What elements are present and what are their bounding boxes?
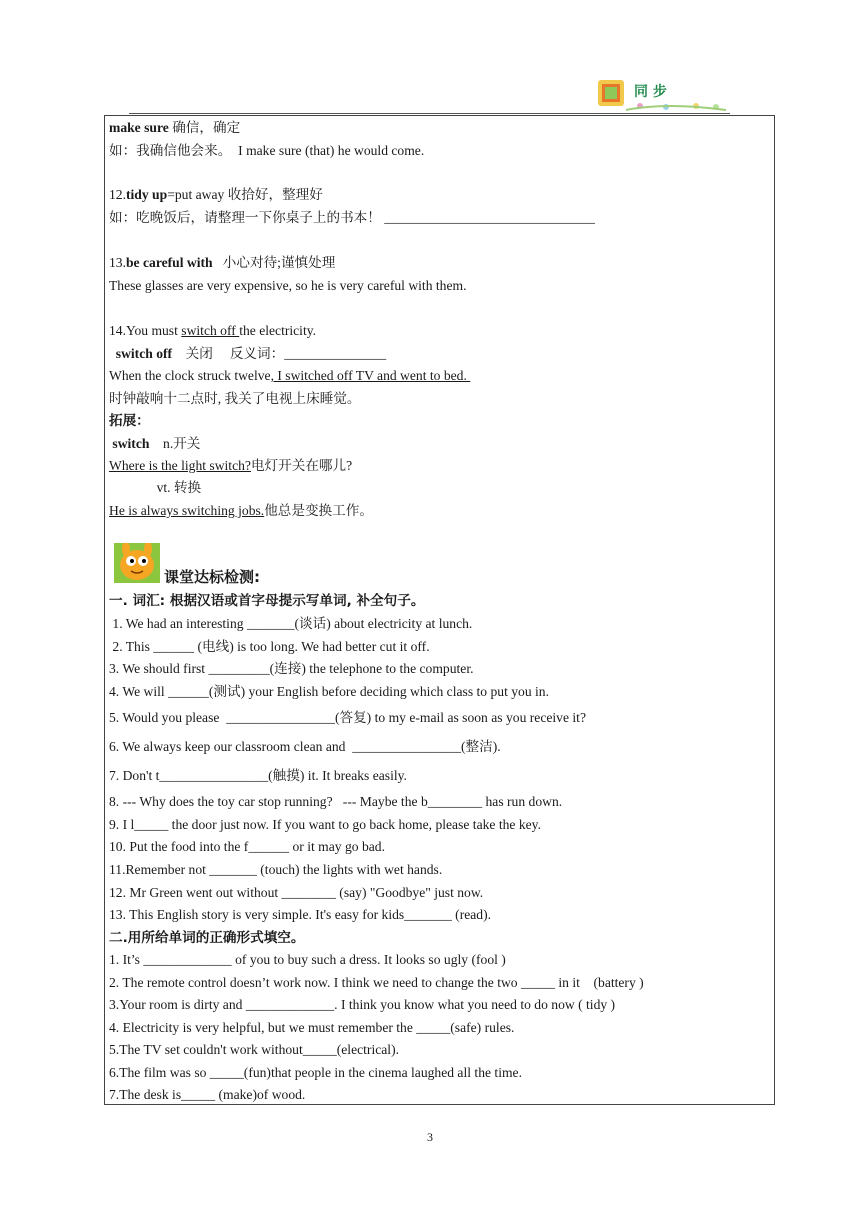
text-line [109,254,335,271]
text-line [109,209,595,226]
text-segment: 13. This English story is very simple. It's easy for kids_______ (read). [109,907,492,922]
text-line [109,838,385,855]
text-segment: 5.The TV set couldn't work without_____(electrical). [109,1042,399,1057]
text-line [109,345,386,362]
text-line [109,435,200,452]
text-segment: 6. We always keep our classroom clean and ________________(整洁). [109,739,501,754]
svg-text:同 步: 同 步 [634,84,667,100]
text-line [109,1064,522,1081]
section-title: 课堂达标检测: [164,568,260,586]
text-segment: 如：吃晚饭后，请整理一下你桌子上的书本！ _______________________________ [109,210,595,225]
text-segment: tidy up [126,187,168,202]
text-line [109,119,240,136]
text-segment: 2. This ______ (电线) is too long. We had better cut it off. [109,639,430,654]
text-segment: switch off [115,346,173,361]
text-segment: 拓展： [109,413,150,428]
text-line [109,367,470,384]
text-segment: 一. 词汇: 根据汉语或首字母提示写单词, 补全句子。 [109,593,425,609]
text-segment: 如：我确信他会来。 I make sure (that) he would come. [109,143,425,158]
text-segment: These glasses are very expensive, so he is very careful with them. [109,278,467,293]
text-line [109,502,373,519]
text-line [109,929,304,947]
text-segment: 11.Remember not _______ (touch) the lights with wet hands. [109,862,443,877]
text-line [109,1041,399,1058]
text-segment: 12. [109,187,126,202]
text-segment: switch [112,436,150,451]
text-line [109,816,541,833]
text-segment: vt. 转换 [109,480,202,495]
text-segment: 8. --- Why does the toy car stop running? --- Maybe the b________ has run down. [109,794,563,809]
text-segment: Where is the light switch? [109,458,251,473]
text-line [109,738,501,755]
text-segment: 关闭 反义词：_______________ [172,346,387,361]
text-segment: 14.You must [109,323,182,338]
text-line [109,683,549,700]
text-segment: 3. We should first _________(连接) the telephone to the computer. [109,661,474,676]
text-segment: 3.Your room is dirty and _____________. I think you know what you need to do now ( tidy ) [109,997,616,1012]
text-segment: 他总是变换工作。 [264,503,373,518]
page-number: 3 [427,1130,433,1144]
text-line [109,709,586,726]
text-segment: 小心对待;谨慎处理 [212,255,336,270]
text-line [109,660,474,677]
text-segment: 5. Would you please ________________(答复) to my e-mail as soon as you receive it? [109,710,586,725]
text-line [109,142,424,159]
text-line [109,767,407,784]
text-segment: 二.用所给单词的正确形式填空。 [109,930,305,946]
text-line [109,322,316,339]
text-segment: 确信，确定 [168,120,241,135]
text-line [109,638,430,655]
text-segment: 13. [109,255,126,270]
text-segment: make sure [109,120,169,135]
mascot-icon [114,543,160,583]
text-segment: =put away 收拾好，整理好 [167,187,323,202]
text-line [109,974,644,991]
text-segment: switch off [181,323,240,338]
text-line [109,186,323,203]
text-line [109,951,506,968]
text-line [109,390,360,407]
text-line [109,1086,305,1103]
text-segment: 4. We will ______(测试) your English before deciding which class to put you in. [109,684,550,699]
text-line [109,1019,514,1036]
text-line [109,479,201,496]
text-segment: 1. We had an interesting _______(谈话) about electricity at lunch. [109,616,473,631]
text-segment: 7. Don't t________________(触摸) it. It breaks easily. [109,768,407,783]
text-line [109,615,472,632]
text-segment: 时钟敲响十二点时, 我关了电视上床睡觉。 [109,391,361,406]
text-segment: 6.The film was so _____(fun)that people in the cinema laughed all the time. [109,1065,522,1080]
text-segment: 12. Mr Green went out without ________ (say) "Goodbye" just now. [109,885,484,900]
text-segment: He is always switching jobs. [109,503,265,518]
text-segment: 10. Put the food into the f______ or it may go bad. [109,839,385,854]
text-segment: be careful with [126,255,213,270]
text-segment: 7.The desk is_____ (make)of wood. [109,1087,306,1102]
text-line [109,861,442,878]
text-segment: When the clock struck twelve [109,368,271,383]
text-line [109,277,466,294]
text-line [109,996,615,1013]
text-line [109,457,352,474]
text-segment: 9. I l_____ the door just now. If you want to go back home, please take the key. [109,817,541,832]
text-segment: n.开关 [149,436,201,451]
text-segment: 2. The remote control doesn’t work now. I think we need to change the two _____ in it (battery ) [109,975,644,990]
text-line [109,412,150,429]
text-segment: the electricity. [239,323,317,338]
tongbu-logo [596,76,730,114]
text-segment: 1. It’s _____________ of you to buy such a dress. It looks so ugly (fool ) [109,952,506,967]
text-line [109,592,424,610]
text-line [109,884,483,901]
text-segment: 4. Electricity is very helpful, but we must remember the _____(safe) rules. [109,1020,515,1035]
text-line [109,793,562,810]
text-segment: , I switched off TV and went to bed. [270,368,471,383]
text-segment: 电灯开关在哪儿? [250,458,353,473]
text-line [109,906,491,923]
text-segment [109,346,116,361]
